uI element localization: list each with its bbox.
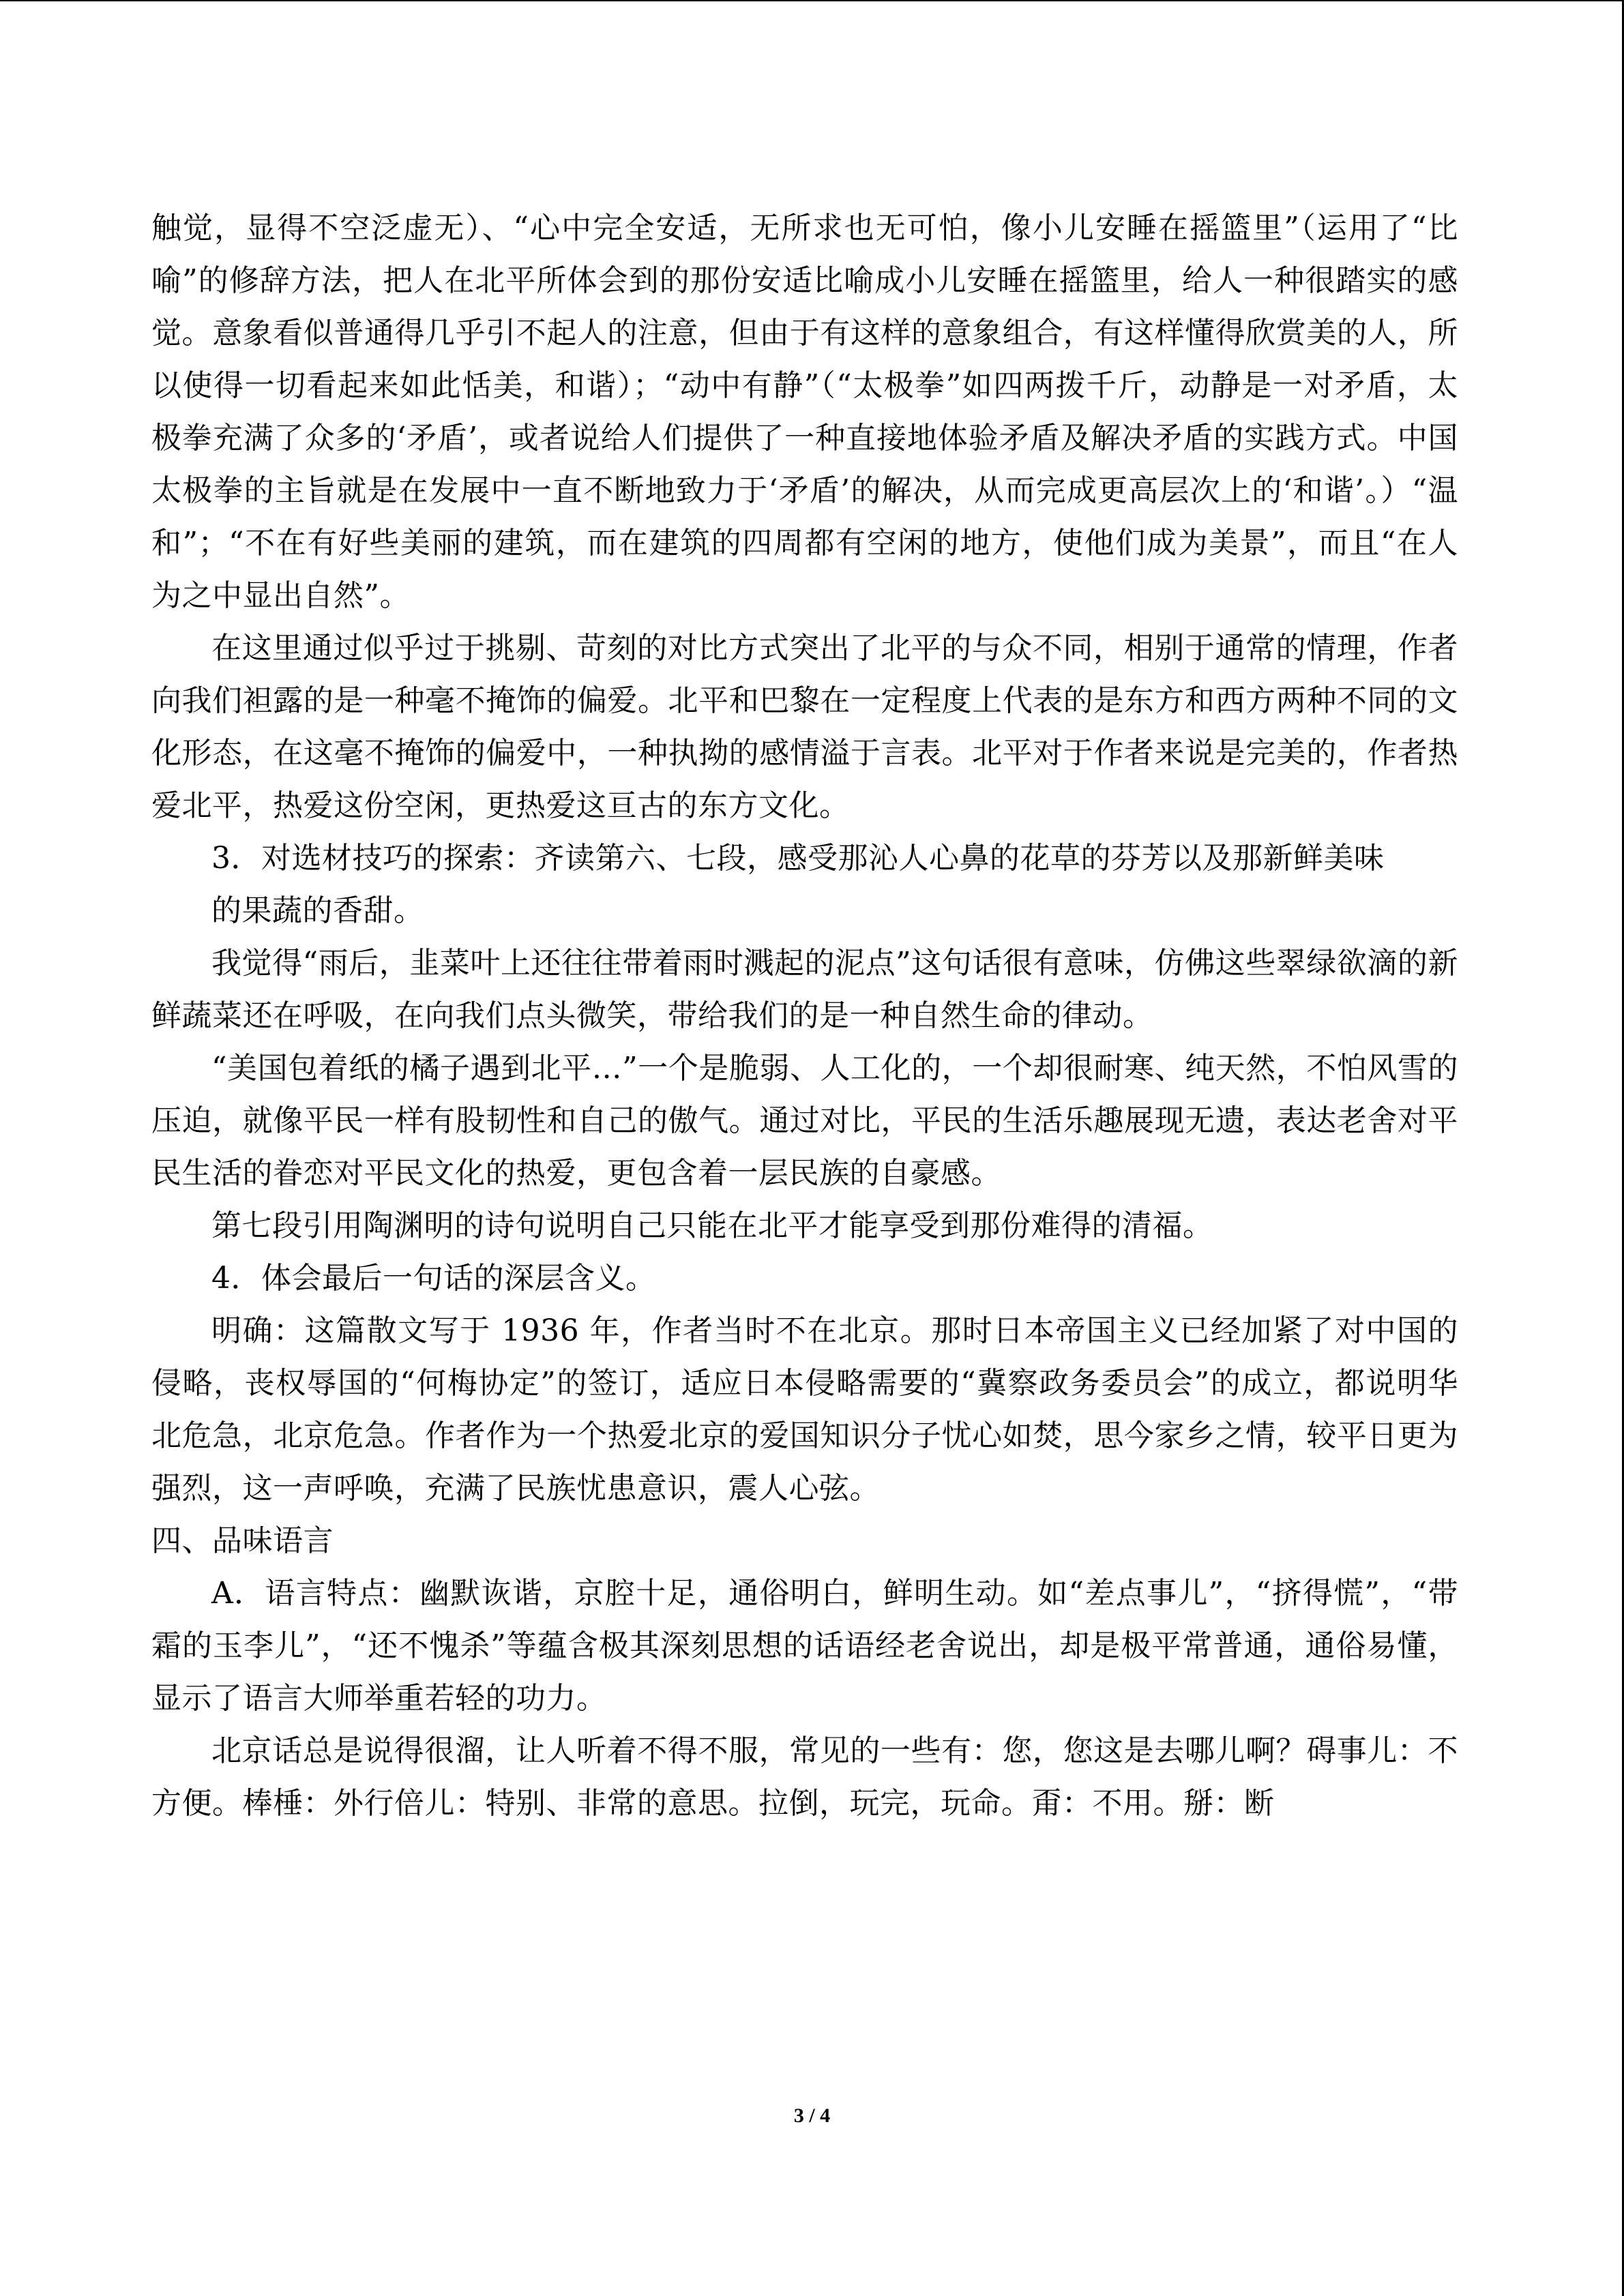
paragraph-language-features: A．语言特点：幽默诙谐，京腔十足，通俗明白，鲜明生动。如“差点事儿”，“挤得慌”，“带霜的玉李儿”，“还不愧杀”等蕴含极其深刻思想的话语经老舍说出，却是极平常普通，通俗易懂，显示了语言大师举重若轻的功力。	[151, 1576, 1458, 1716]
paragraph-continued-analysis: 触觉，显得不空泛虚无）、“心中完全安适，无所求也无可怕，像小儿安睡在摇篮里”（运用了“比喻”的修辞方法，把人在北平所体会到的那份安适比喻成小儿安睡在摇篮里，给人一种很踏实的感觉。意象看似普通得几乎引不起人的注意，但由于有这样的意象组合，有这样懂得欣赏美的人，所以使得一切看起来如此恬美，和谐）；“动中有静”（“太极拳”如四两拨千斤，动静是一对矛盾，太极拳充满了众多的‘矛盾’，或者说给人们提供了一种直接地体验矛盾及解决矛盾的实践方式。中国太极拳的主旨就是在发展中一直不断地致力于‘矛盾’的解决，从而完成更高层次上的‘和谐’。）“温和”；“不在有好些美丽的建筑，而在建筑的四周都有空闲的地方，使他们成为美景”，而且“在人为之中显出自然”。	[151, 211, 1459, 613]
paragraph-leek-rain: 我觉得“雨后，韭菜叶上还往往带着雨时溅起的泥点”这句话很有意味，仿佛这些翠绿欲滴的新鲜蔬菜还在呼吸，在向我们点头微笑，带给我们的是一种自然生命的律动。	[151, 946, 1458, 1033]
page-top-border	[0, 0, 1624, 1]
section-4-heading: 4．体会最后一句话的深层含义。	[211, 1261, 656, 1296]
page-number: 3 / 4	[793, 2104, 831, 2127]
paragraph-tao-yuanming: 第七段引用陶渊明的诗句说明自己只能在北平才能享受到那份难得的清福。	[211, 1208, 1213, 1243]
paragraph-beijing-dialect: 北京话总是说得很溜，让人听着不得不服，常见的一些有：您，您这是去哪儿啊？碍事儿：不方便。棒棰：外行倍儿：特别、非常的意思。拉倒，玩完，玩命。甭：不用。掰：断	[151, 1733, 1458, 1821]
document-body	[151, 202, 1458, 1830]
paragraph-clarification: 明确：这篇散文写于 1936 年，作者当时不在北京。那时日本帝国主义已经加紧了对中国的侵略，丧权辱国的“何梅协定”的签订，适应日本侵略需要的“冀察政务委员会”的成立，都说明华北危急，北京危急。作者作为一个热爱北京的爱国知识分子忧心如焚，思今家乡之情，较平日更为强烈，这一声呼唤，充满了民族忧患意识，震人心弦。	[151, 1313, 1458, 1506]
part-4-heading: 四、品味语言	[151, 1523, 334, 1558]
section-3-heading: 3．对选材技巧的探索：齐读第六、七段，感受那沁人心鼻的花草的芬芳以及那新鲜美味	[211, 841, 1385, 876]
paragraph-contrast-analysis: 在这里通过似乎过于挑剔、苛刻的对比方式突出了北平的与众不同，相别于通常的情理，作者向我们袒露的是一种毫不掩饰的偏爱。北平和巴黎在一定程度上代表的是东方和西方两种不同的文化形态，在这毫不掩饰的偏爱中，一种执拗的感情溢于言表。北平对于作者来说是完美的，作者热爱北平，热爱这份空闲，更热爱这亘古的东方文化。	[151, 631, 1458, 823]
paragraph-oranges: “美国包着纸的橘子遇到北平…”一个是脆弱、人工化的，一个却很耐寒、纯天然，不怕风雪的压迫，就像平民一样有股韧性和自己的傲气。通过对比，平民的生活乐趣展现无遗，表达老舍对平民生活的眷恋对平民文化的热爱，更包含着一层民族的自豪感。	[151, 1051, 1458, 1191]
section-3-heading-continued: 的果蔬的香甜。	[211, 893, 424, 928]
